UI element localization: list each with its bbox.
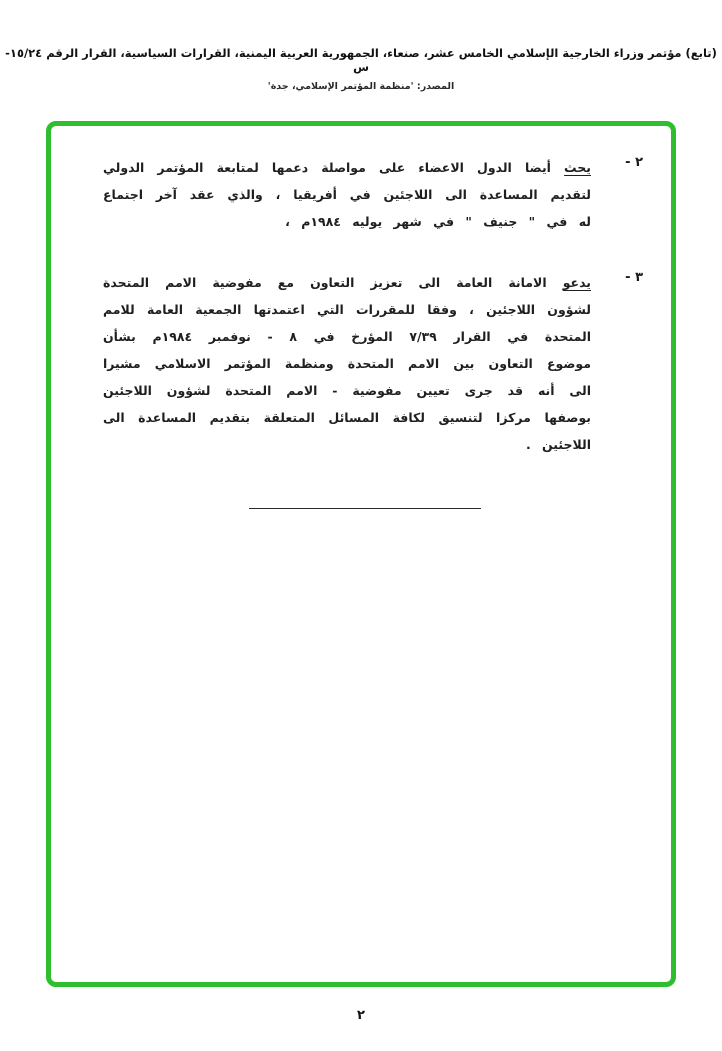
item-text xyxy=(103,154,591,235)
item-text xyxy=(103,269,591,458)
resolution-item-3 xyxy=(103,269,643,458)
page-number: ٢ xyxy=(357,1008,365,1023)
item-lead-word: يدعو xyxy=(562,275,591,290)
item-number: ٢ - xyxy=(625,155,643,170)
item-body-text: أيضا الدول الاعضاء على مواصلة دعمها لمتابعة المؤتمر الدولي لتقديم المساعدة الى اللاجئين في أفريقيا ، والذي عقد آخر اجتماع له في " جنيف " في شهر يوليه ١٩٨٤م ، xyxy=(103,160,591,229)
header-source: المصدر: 'منظمة المؤتمر الإسلامي، جدة' xyxy=(267,81,455,92)
item-number: ٣ - xyxy=(625,270,643,285)
scanned-document-frame xyxy=(46,121,676,987)
item-lead-word: يحث xyxy=(564,160,591,175)
document-body xyxy=(103,154,643,492)
section-divider-line xyxy=(249,508,481,509)
item-body-text: الامانة العامة الى تعزيز التعاون مع مفوضية الامم المتحدة لشؤون اللاجئين ، وفقا للمقررات التي اعتمدتها الجمعية العامة للامم المتحدة في القرار ٧/٣٩ المؤرخ في ٨ - نوفمبر ١٩٨٤م بشأن موضوع التعاون بين الامم المتحدة ومنظمة المؤتمر الاسلامي مشيرا الى أنه قد جرى تعيين مفوضية - الامم المتحدة لشؤون اللاجئين بوصفها مركزا لتنسيق لكافة المسائل المتعلقة بتقديم المساعدة الى اللاجئين . xyxy=(103,275,591,452)
header-title: (تابع) مؤتمر وزراء الخارجية الإسلامي الخامس عشر، صنعاء، الجمهورية العربية اليمنية، القرارات السياسية، القرار الرقم ١٥/٢٤-س xyxy=(5,46,717,74)
resolution-item-2 xyxy=(103,154,643,235)
document-header xyxy=(0,46,722,92)
